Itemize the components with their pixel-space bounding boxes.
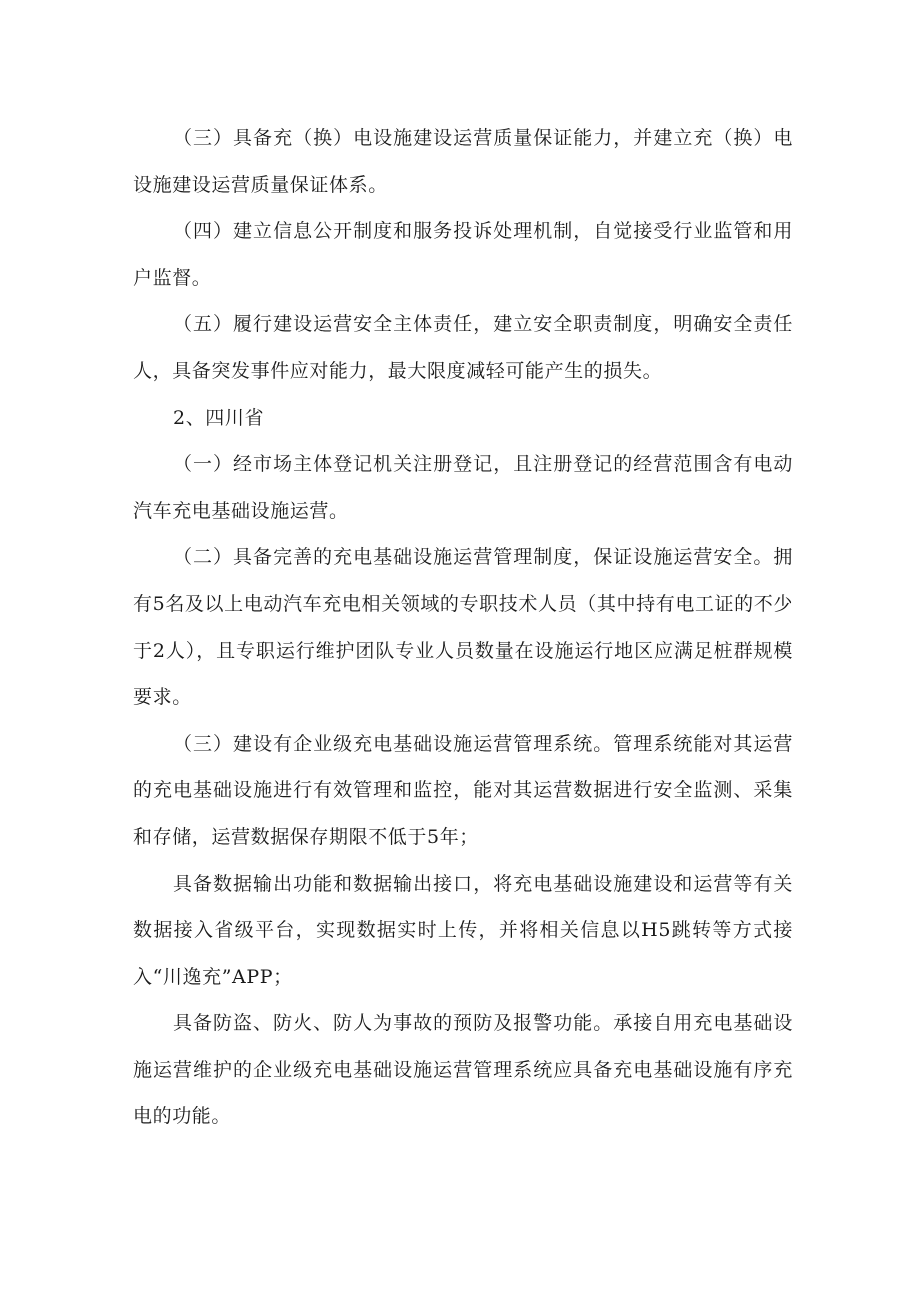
paragraph-data-output: 具备数据输出功能和数据输出接口，将充电基础设施建设和运营等有关数据接入省级平台，实现数据实时上传，并将相关信息以H5跳转等方式接入“川逸充”APP； [133, 872, 793, 988]
paragraph-4-info-disclosure: （四）建立信息公开制度和服务投诉处理机制，自觉接受行业监管和用户监督。 [133, 220, 793, 289]
paragraph-3-enterprise-platform: （三）建设有企业级充电基础设施运营管理系统。管理系统能对其运营的充电基础设施进行有效管理和监控，能对其运营数据进行安全监测、采集和存储，运营数据保存期限不低于5年； [133, 732, 793, 848]
paragraph-1-registration: （一）经市场主体登记机关注册登记，且注册登记的经营范围含有电动汽车充电基础设施运营。 [133, 453, 793, 522]
paragraph-3-quality-assurance: （三）具备充（换）电设施建设运营质量保证能力，并建立充（换）电设施建设运营质量保证体系。 [133, 127, 793, 196]
paragraph-2-management-system: （二）具备完善的充电基础设施运营管理制度，保证设施运营安全。拥有5名及以上电动汽车充电相关领域的专职技术人员（其中持有电工证的不少于2人），且专职运行维护团队专业人员数量在设施运行地区应满足桩群规模要求。 [133, 546, 793, 709]
section-heading-sichuan: 2、四川省 [173, 406, 265, 429]
paragraph-5-safety-responsibility: （五）履行建设运营安全主体责任，建立安全职责制度，明确安全责任人，具备突发事件应对能力，最大限度减轻可能产生的损失。 [133, 313, 793, 382]
document-body [133, 115, 793, 1140]
paragraph-anti-theft: 具备防盗、防火、防人为事故的预防及报警功能。承接自用充电基础设施运营维护的企业级充电基础设施运营管理系统应具备充电基础设施有序充电的功能。 [133, 1012, 793, 1128]
